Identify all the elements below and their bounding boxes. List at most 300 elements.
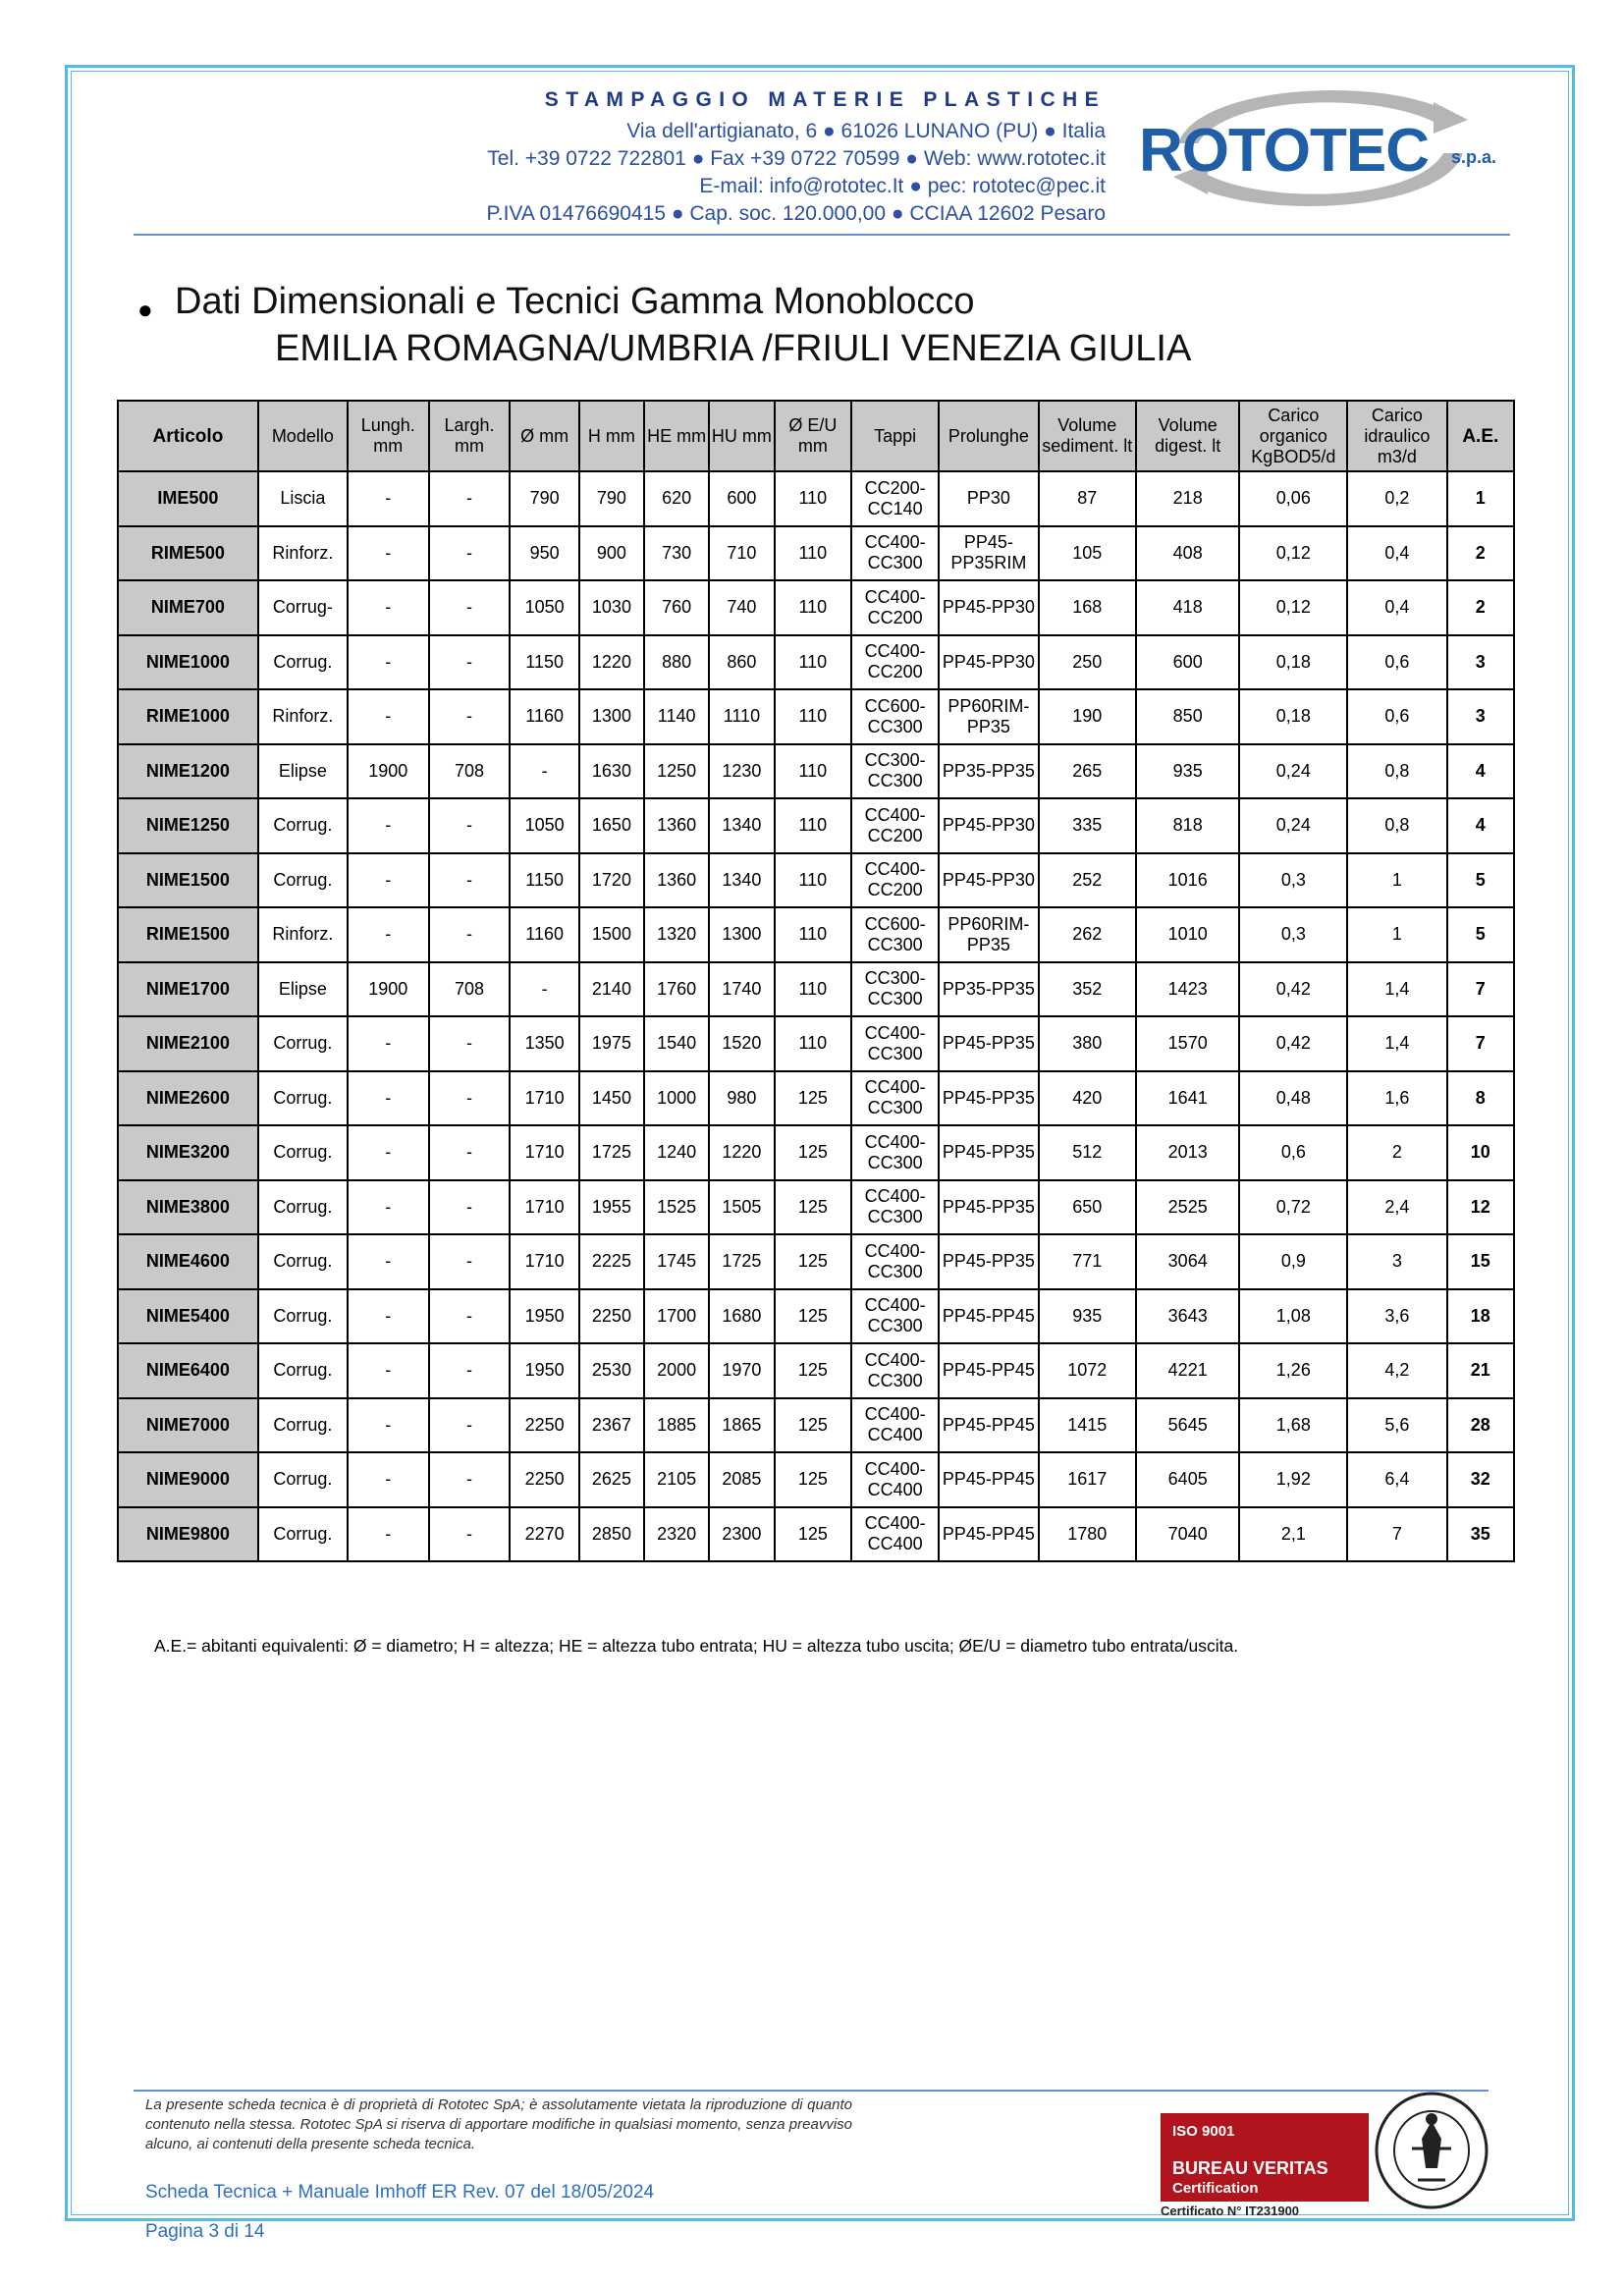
table-cell: 950 [510, 526, 578, 581]
table-cell: PP45-PP45 [939, 1398, 1038, 1453]
table-cell: 1340 [709, 853, 774, 908]
table-cell: Corrug- [258, 580, 348, 635]
table-cell: 1,4 [1347, 1016, 1446, 1071]
col-header: Prolunghe [939, 401, 1038, 471]
table-cell: 1340 [709, 798, 774, 853]
table-cell: 18 [1447, 1289, 1514, 1344]
table-cell: Liscia [258, 471, 348, 526]
table-cell: 6405 [1136, 1452, 1240, 1507]
table-cell: 2140 [579, 962, 644, 1017]
table-cell: 1710 [510, 1125, 578, 1180]
company-header [486, 88, 1106, 228]
table-cell: 1320 [644, 907, 709, 962]
table-row [118, 1016, 1514, 1071]
table-cell: PP45-PP30 [939, 853, 1038, 908]
table-cell: 190 [1039, 689, 1136, 744]
table-row [118, 1289, 1514, 1344]
table-cell: 1050 [510, 798, 578, 853]
table-cell: 1950 [510, 1289, 578, 1344]
table-cell: 0,8 [1347, 744, 1446, 799]
header-divider [134, 234, 1510, 236]
table-cell: 6,4 [1347, 1452, 1446, 1507]
table-cell: CC400-CC200 [851, 580, 939, 635]
table-cell: 1250 [644, 744, 709, 799]
table-cell: - [429, 907, 511, 962]
table-cell: PP35-PP35 [939, 744, 1038, 799]
certification-label: Certification [1172, 2180, 1259, 2197]
table-cell: CC400-CC300 [851, 1016, 939, 1071]
table-cell: 790 [579, 471, 644, 526]
table-cell: 1423 [1136, 962, 1240, 1017]
table-cell: 5,6 [1347, 1398, 1446, 1453]
table-row [118, 744, 1514, 799]
table-cell: 1725 [709, 1234, 774, 1289]
table-cell: - [348, 1289, 429, 1344]
table-cell: - [429, 1125, 511, 1180]
article-code-cell: NIME2100 [118, 1016, 258, 1071]
table-cell: 418 [1136, 580, 1240, 635]
table-cell: 1360 [644, 853, 709, 908]
table-cell: 1300 [709, 907, 774, 962]
section-title: Dati Dimensionali e Tecnici Gamma Monoblocco [175, 281, 975, 322]
table-cell: 1505 [709, 1180, 774, 1235]
section-subtitle: EMILIA ROMAGNA/UMBRIA /FRIULI VENEZIA GIULIA [275, 328, 1192, 369]
col-header: Carico organico KgBOD5/d [1239, 401, 1347, 471]
table-cell: - [429, 798, 511, 853]
table-cell: CC200-CC140 [851, 471, 939, 526]
table-cell: 2105 [644, 1452, 709, 1507]
table-cell: 771 [1039, 1234, 1136, 1289]
table-cell: 0,72 [1239, 1180, 1347, 1235]
table-cell: 1,4 [1347, 962, 1446, 1017]
col-header: Ø E/U mm [775, 401, 852, 471]
table-cell: 28 [1447, 1398, 1514, 1453]
table-cell: CC400-CC200 [851, 798, 939, 853]
table-cell: 760 [644, 580, 709, 635]
table-cell: CC300-CC300 [851, 744, 939, 799]
table-cell: CC400-CC200 [851, 853, 939, 908]
table-cell: 1525 [644, 1180, 709, 1235]
table-cell: 1150 [510, 853, 578, 908]
table-cell: 3643 [1136, 1289, 1240, 1344]
table-cell: Corrug. [258, 1343, 348, 1398]
table-cell: 1016 [1136, 853, 1240, 908]
table-cell: - [429, 1016, 511, 1071]
table-cell: 10 [1447, 1125, 1514, 1180]
certificate-number: Certificato N° IT231900 [1161, 2204, 1300, 2218]
article-code-cell: NIME6400 [118, 1343, 258, 1398]
table-cell: 2,4 [1347, 1180, 1446, 1235]
table-cell: 262 [1039, 907, 1136, 962]
table-cell: - [429, 1289, 511, 1344]
article-code-cell: NIME1200 [118, 744, 258, 799]
table-cell: 110 [775, 635, 852, 690]
legal-disclaimer: La presente scheda tecnica è di proprietà di Rototec SpA; è assolutamente vietata la riproduzione di quanto contenuto nella stessa. Rototec SpA si riserva di apportare modifiche in qualsiasi momento, senza preavviso alcuno, ai contenuti della presente scheda tecnica. [145, 2096, 852, 2152]
table-cell: - [348, 853, 429, 908]
table-cell: PP60RIM-PP35 [939, 907, 1038, 962]
table-row [118, 1071, 1514, 1126]
table-cell: PP45-PP35 [939, 1234, 1038, 1289]
table-row [118, 580, 1514, 635]
table-cell: 980 [709, 1071, 774, 1126]
table-cell: 4 [1447, 744, 1514, 799]
table-cell: 2530 [579, 1343, 644, 1398]
table-cell: 1650 [579, 798, 644, 853]
table-cell: 7 [1447, 962, 1514, 1017]
table-cell: 900 [579, 526, 644, 581]
table-cell: 5645 [1136, 1398, 1240, 1453]
table-cell: 250 [1039, 635, 1136, 690]
table-cell: 3064 [1136, 1234, 1240, 1289]
table-cell: 790 [510, 471, 578, 526]
table-cell: 1450 [579, 1071, 644, 1126]
table-cell: 1220 [579, 635, 644, 690]
table-cell: - [348, 1398, 429, 1453]
table-cell: 125 [775, 1343, 852, 1398]
table-cell: 0,6 [1347, 689, 1446, 744]
table-cell: 1220 [709, 1125, 774, 1180]
table-cell: Corrug. [258, 1071, 348, 1126]
col-header: Largh. mm [429, 401, 511, 471]
table-cell: 110 [775, 580, 852, 635]
table-cell: 110 [775, 1016, 852, 1071]
company-vat: P.IVA 01476690415 ● Cap. soc. 120.000,00 ● CCIAA 12602 Pesaro [486, 202, 1106, 225]
table-cell: 420 [1039, 1071, 1136, 1126]
table-cell: 1570 [1136, 1016, 1240, 1071]
table-cell: 3,6 [1347, 1289, 1446, 1344]
table-cell: 7 [1447, 1016, 1514, 1071]
table-cell: 1760 [644, 962, 709, 1017]
table-cell: 1072 [1039, 1343, 1136, 1398]
table-cell: 1955 [579, 1180, 644, 1235]
table-cell: 125 [775, 1507, 852, 1562]
table-row [118, 853, 1514, 908]
article-code-cell: NIME3200 [118, 1125, 258, 1180]
table-cell: 110 [775, 962, 852, 1017]
table-cell: CC400-CC300 [851, 1071, 939, 1126]
table-cell: 512 [1039, 1125, 1136, 1180]
table-cell: 1950 [510, 1343, 578, 1398]
table-cell: - [348, 1234, 429, 1289]
footer-divider [134, 2090, 1489, 2092]
table-cell: 252 [1039, 853, 1136, 908]
table-cell: 125 [775, 1180, 852, 1235]
table-cell: 21 [1447, 1343, 1514, 1398]
table-cell: 818 [1136, 798, 1240, 853]
table-cell: PP45-PP30 [939, 580, 1038, 635]
table-cell: - [348, 1343, 429, 1398]
table-cell: Corrug. [258, 1180, 348, 1235]
table-cell: Rinforz. [258, 526, 348, 581]
table-cell: 2 [1447, 526, 1514, 581]
table-cell: - [429, 635, 511, 690]
table-cell: 1520 [709, 1016, 774, 1071]
table-cell: 1 [1347, 853, 1446, 908]
table-cell: CC600-CC300 [851, 689, 939, 744]
table-cell: Corrug. [258, 1398, 348, 1453]
table-row [118, 635, 1514, 690]
table-cell: 2000 [644, 1343, 709, 1398]
table-cell: CC400-CC300 [851, 1343, 939, 1398]
table-cell: 2300 [709, 1507, 774, 1562]
table-cell: PP45-PP35 [939, 1125, 1038, 1180]
table-cell: 1885 [644, 1398, 709, 1453]
col-header: H mm [579, 401, 644, 471]
article-code-cell: NIME3800 [118, 1180, 258, 1235]
table-cell: - [348, 1507, 429, 1562]
table-cell: - [348, 689, 429, 744]
table-cell: 110 [775, 798, 852, 853]
table-cell: PP45-PP45 [939, 1289, 1038, 1344]
table-cell: 1975 [579, 1016, 644, 1071]
table-row [118, 1452, 1514, 1507]
table-cell: 1050 [510, 580, 578, 635]
table-cell: 1745 [644, 1234, 709, 1289]
table-cell: 1617 [1039, 1452, 1136, 1507]
table-cell: 850 [1136, 689, 1240, 744]
table-cell: 0,4 [1347, 580, 1446, 635]
table-cell: - [348, 635, 429, 690]
table-cell: 5 [1447, 853, 1514, 908]
table-row [118, 798, 1514, 853]
table-cell: 1415 [1039, 1398, 1136, 1453]
table-cell: 2250 [579, 1289, 644, 1344]
table-cell: 1680 [709, 1289, 774, 1344]
table-cell: CC400-CC300 [851, 1180, 939, 1235]
table-cell: 125 [775, 1398, 852, 1453]
table-cell: 1710 [510, 1071, 578, 1126]
product-table [117, 400, 1515, 1562]
article-code-cell: NIME1000 [118, 635, 258, 690]
table-cell: Corrug. [258, 798, 348, 853]
table-cell: 0,48 [1239, 1071, 1347, 1126]
table-row [118, 471, 1514, 526]
table-cell: 620 [644, 471, 709, 526]
company-tagline: STAMPAGGIO MATERIE PLASTICHE [544, 88, 1106, 111]
article-code-cell: NIME1250 [118, 798, 258, 853]
table-cell: 1160 [510, 689, 578, 744]
table-cell: 0,3 [1239, 853, 1347, 908]
table-cell: 1900 [348, 962, 429, 1017]
company-address: Via dell'artigianato, 6 ● 61026 LUNANO (PU) ● Italia [626, 120, 1106, 142]
table-cell: PP35-PP35 [939, 962, 1038, 1017]
table-cell: 110 [775, 689, 852, 744]
table-cell: 0,12 [1239, 580, 1347, 635]
table-cell: - [429, 580, 511, 635]
table-cell: 2085 [709, 1452, 774, 1507]
table-cell: 15 [1447, 1234, 1514, 1289]
table-cell: 2,1 [1239, 1507, 1347, 1562]
table-cell: Rinforz. [258, 689, 348, 744]
table-cell: Corrug. [258, 1452, 348, 1507]
table-cell: PP30 [939, 471, 1038, 526]
page-number: Pagina 3 di 14 [145, 2221, 265, 2242]
col-header: A.E. [1447, 401, 1514, 471]
table-cell: 1500 [579, 907, 644, 962]
table-cell: CC400-CC300 [851, 1234, 939, 1289]
table-cell: 1900 [348, 744, 429, 799]
table-cell: 2850 [579, 1507, 644, 1562]
table-cell: 0,8 [1347, 798, 1446, 853]
table-cell: 110 [775, 853, 852, 908]
article-code-cell: NIME7000 [118, 1398, 258, 1453]
col-header: Modello [258, 401, 348, 471]
table-cell: 0,6 [1347, 635, 1446, 690]
table-cell: CC400-CC400 [851, 1398, 939, 1453]
table-cell: 4,2 [1347, 1343, 1446, 1398]
rototec-logo-suffix: s.p.a. [1451, 147, 1497, 167]
table-cell: 708 [429, 962, 511, 1017]
table-cell: 1160 [510, 907, 578, 962]
table-cell: 935 [1136, 744, 1240, 799]
table-cell: PP45-PP35 [939, 1071, 1038, 1126]
table-cell: 1,08 [1239, 1289, 1347, 1344]
table-body [118, 471, 1514, 1561]
table-cell: 1740 [709, 962, 774, 1017]
table-cell: 1710 [510, 1180, 578, 1235]
article-code-cell: RIME1500 [118, 907, 258, 962]
table-cell: 1641 [1136, 1071, 1240, 1126]
table-cell: 125 [775, 1071, 852, 1126]
table-cell: 2625 [579, 1452, 644, 1507]
table-cell: CC300-CC300 [851, 962, 939, 1017]
table-cell: 110 [775, 744, 852, 799]
table-cell: 650 [1039, 1180, 1136, 1235]
table-cell: 1150 [510, 635, 578, 690]
table-cell: 1540 [644, 1016, 709, 1071]
table-cell: 730 [644, 526, 709, 581]
table-cell: CC400-CC300 [851, 526, 939, 581]
table-cell: CC400-CC300 [851, 1125, 939, 1180]
table-cell: 1110 [709, 689, 774, 744]
table-cell: - [510, 962, 578, 1017]
table-cell: - [510, 744, 578, 799]
table-cell: - [348, 580, 429, 635]
table-cell: - [429, 689, 511, 744]
table-cell: 265 [1039, 744, 1136, 799]
table-cell: 2250 [510, 1398, 578, 1453]
table-cell: 5 [1447, 907, 1514, 962]
table-cell: 2 [1447, 580, 1514, 635]
table-cell: 2525 [1136, 1180, 1240, 1235]
rototec-logo-text: ROTOTEC [1139, 117, 1429, 185]
table-cell: 1010 [1136, 907, 1240, 962]
table-cell: CC400-CC300 [851, 1289, 939, 1344]
table-cell: 1140 [644, 689, 709, 744]
table-cell: 110 [775, 471, 852, 526]
table-cell: - [429, 471, 511, 526]
table-cell: - [348, 526, 429, 581]
table-cell: Corrug. [258, 853, 348, 908]
table-cell: 0,18 [1239, 635, 1347, 690]
table-cell: 1300 [579, 689, 644, 744]
table-cell: PP45-PP30 [939, 635, 1038, 690]
col-header: Volume sediment. lt [1039, 401, 1136, 471]
table-cell: Corrug. [258, 1125, 348, 1180]
table-cell: PP45-PP30 [939, 798, 1038, 853]
company-phone: Tel. +39 0722 722801 ● Fax +39 0722 70599 ● Web: www.rototec.it [487, 147, 1106, 170]
table-cell: 1030 [579, 580, 644, 635]
article-code-cell: NIME1700 [118, 962, 258, 1017]
table-row [118, 1507, 1514, 1562]
table-cell: 380 [1039, 1016, 1136, 1071]
table-cell: 3 [1447, 689, 1514, 744]
table-cell: 0,06 [1239, 471, 1347, 526]
article-code-cell: NIME9800 [118, 1507, 258, 1562]
table-cell: 4221 [1136, 1343, 1240, 1398]
table-cell: 1,92 [1239, 1452, 1347, 1507]
table-cell: 110 [775, 526, 852, 581]
bureau-veritas-label: BUREAU VERITAS [1172, 2158, 1328, 2178]
table-cell: 3 [1447, 635, 1514, 690]
table-cell: 1000 [644, 1071, 709, 1126]
bullet-icon: ● [137, 295, 153, 324]
table-cell: - [429, 1071, 511, 1126]
table-cell: PP45-PP35 [939, 1180, 1038, 1235]
table-cell: 1,26 [1239, 1343, 1347, 1398]
table-cell: 708 [429, 744, 511, 799]
iso-certification-badge [1161, 2113, 1369, 2202]
table-cell: 0,24 [1239, 744, 1347, 799]
table-cell: 0,4 [1347, 526, 1446, 581]
article-code-cell: NIME5400 [118, 1289, 258, 1344]
table-cell: 3 [1347, 1234, 1446, 1289]
col-header: Ø mm [510, 401, 578, 471]
table-cell: - [429, 1452, 511, 1507]
table-cell: 1630 [579, 744, 644, 799]
col-header: Carico idraulico m3/d [1347, 401, 1446, 471]
article-code-cell: NIME1500 [118, 853, 258, 908]
table-cell: 1710 [510, 1234, 578, 1289]
table-cell: Corrug. [258, 1234, 348, 1289]
table-row [118, 1234, 1514, 1289]
article-code-cell: NIME9000 [118, 1452, 258, 1507]
table-cell: 710 [709, 526, 774, 581]
col-header: Volume digest. lt [1136, 401, 1240, 471]
table-cell: - [348, 1452, 429, 1507]
table-cell: 7040 [1136, 1507, 1240, 1562]
col-header: Articolo [118, 401, 258, 471]
table-cell: 1700 [644, 1289, 709, 1344]
table-cell: 2 [1347, 1125, 1446, 1180]
table-row [118, 1398, 1514, 1453]
iso-label: ISO 9001 [1172, 2123, 1235, 2140]
table-cell: 0,42 [1239, 962, 1347, 1017]
table-cell: PP60RIM-PP35 [939, 689, 1038, 744]
document-reference: Scheda Tecnica + Manuale Imhoff ER Rev. 07 del 18/05/2024 [145, 2182, 655, 2203]
table-cell: - [429, 1180, 511, 1235]
article-code-cell: NIME2600 [118, 1071, 258, 1126]
table-cell: 2013 [1136, 1125, 1240, 1180]
table-cell: 600 [709, 471, 774, 526]
table-cell: - [429, 1507, 511, 1562]
table-row [118, 962, 1514, 1017]
table-cell: 87 [1039, 471, 1136, 526]
table-row [118, 1180, 1514, 1235]
table-cell: - [348, 1016, 429, 1071]
table-cell: Elipse [258, 962, 348, 1017]
table-cell: 4 [1447, 798, 1514, 853]
table-cell: 2320 [644, 1507, 709, 1562]
table-cell: 880 [644, 635, 709, 690]
table-cell: 2225 [579, 1234, 644, 1289]
table-cell: 0,24 [1239, 798, 1347, 853]
table-cell: 125 [775, 1452, 852, 1507]
table-cell: 125 [775, 1125, 852, 1180]
table-cell: - [429, 853, 511, 908]
abbreviations-note: A.E.= abitanti equivalenti: Ø = diametro; H = altezza; HE = altezza tubo entrata; HU = altezza tubo uscita; ØE/U = diametro tubo entrata/uscita. [154, 1636, 1239, 1656]
table-row [118, 1125, 1514, 1180]
